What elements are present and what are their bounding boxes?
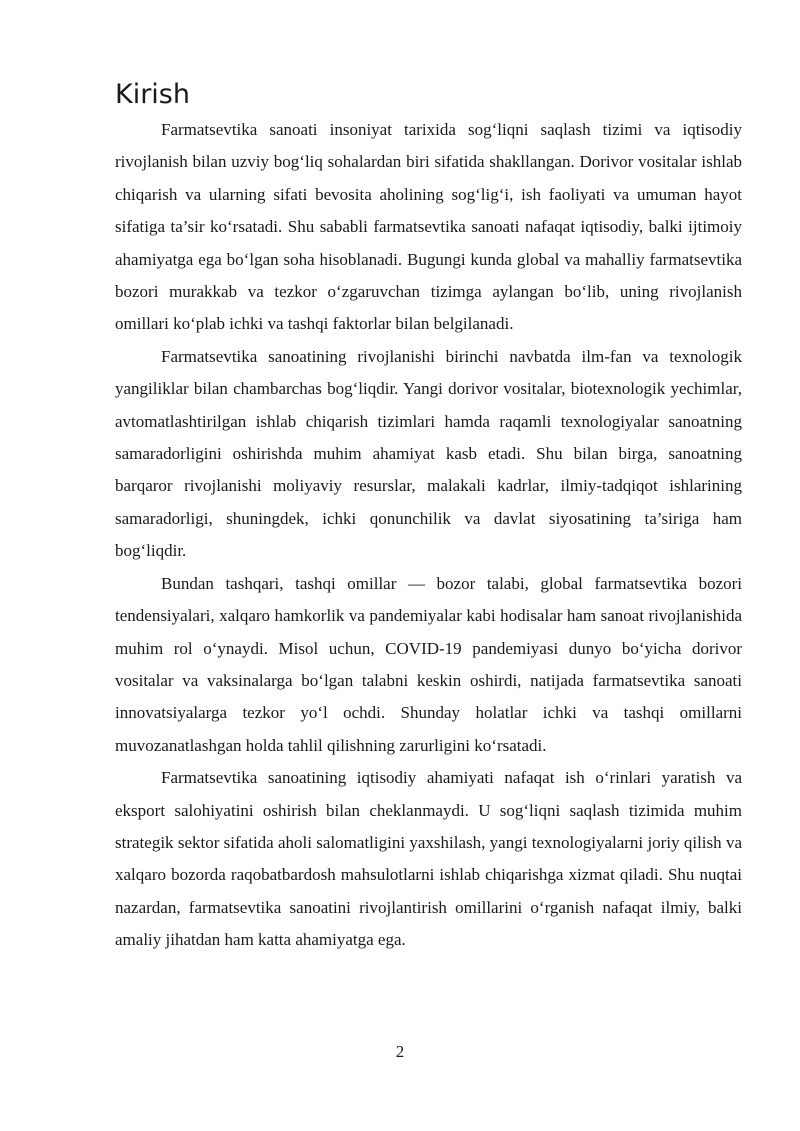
paragraph-1: Farmatsevtika sanoati insoniyat tarixida sog‘liqni saqlash tizimi va iqtisodiy rivojlanish bilan uzviy bog‘liq sohalardan biri sifatida shakllangan. Dorivor vositalar ishlab chiqarish va ularning sifati bevosita aholining sog‘lig‘i, ish faoliyati va umuman hayot sifatiga ta’sir ko‘rsatadi. Shu sababli farmatsevtika sanoati nafaqat iqtisodiy, balki ijtimoiy ahamiyatga ega bo‘lgan soha hisoblanadi. Bugungi kunda global va mahalliy farmatsevtika bozori murakkab va tezkor o‘zgaruvchan tizimga aylangan bo‘lib, uning rivojlanish omillari ko‘plab ichki va tashqi faktorlar bilan belgilanadi. — [115, 120, 742, 334]
section-heading: Kirish — [115, 79, 190, 110]
paragraph-3: Bundan tashqari, tashqi omillar — bozor talabi, global farmatsevtika bozori tendensiyalari, xalqaro hamkorlik va pandemiyalar kabi hodisalar ham sanoat rivojlanishida muhim rol o‘ynaydi. Misol uchun, COVID-19 pandemiyasi dunyo bo‘yicha dorivor vositalar va vaksinalarga bo‘lgan talabni keskin oshirdi, natijada farmatsevtika sanoati innovatsiyalarga tezkor yo‘l ochdi. Shunday holatlar ichki va tashqi omillarni muvozanatlashgan holda tahlil qilishning zarurligini ko‘rsatadi. — [115, 573, 742, 755]
paragraph-2: Farmatsevtika sanoatining rivojlanishi birinchi navbatda ilm-fan va texnologik yangiliklar bilan chambarchas bog‘liqdir. Yangi dorivor vositalar, biotexnologik yechimlar, avtomatlashtirilgan ishlab chiqarish tizimlari hamda raqamli texnologiyalar sanoatning samaradorligini oshirishda muhim ahamiyat kasb etadi. Shu bilan birga, sanoatning barqaror rivojlanishi moliyaviy resurslar, malakali kadrlar, ilmiy-tadqiqot ishlarining samaradorligi, shuningdek, ichki qonunchilik va davlat siyosatining ta’siriga ham bog‘liqdir. — [115, 346, 742, 561]
paragraph-4: Farmatsevtika sanoatining iqtisodiy ahamiyati nafaqat ish o‘rinlari yaratish va eksport salohiyatini oshirish bilan cheklanmaydi. U sog‘liqni saqlash tizimida muhim strategik sektor sifatida aholi salomatligini yaxshilash, yangi texnologiyalarni joriy qilish va xalqaro bozorda raqobatbardosh mahsulotlarni ishlab chiqarishga xizmat qiladi. Shu nuqtai nazardan, farmatsevtika sanoatini rivojlantirish omillarini o‘rganish nafaqat ilmiy, balki amaliy jihatdan ham katta ahamiyatga ega. — [115, 768, 742, 950]
page-number: 2 — [395, 1042, 405, 1061]
document-page — [115, 76, 742, 957]
